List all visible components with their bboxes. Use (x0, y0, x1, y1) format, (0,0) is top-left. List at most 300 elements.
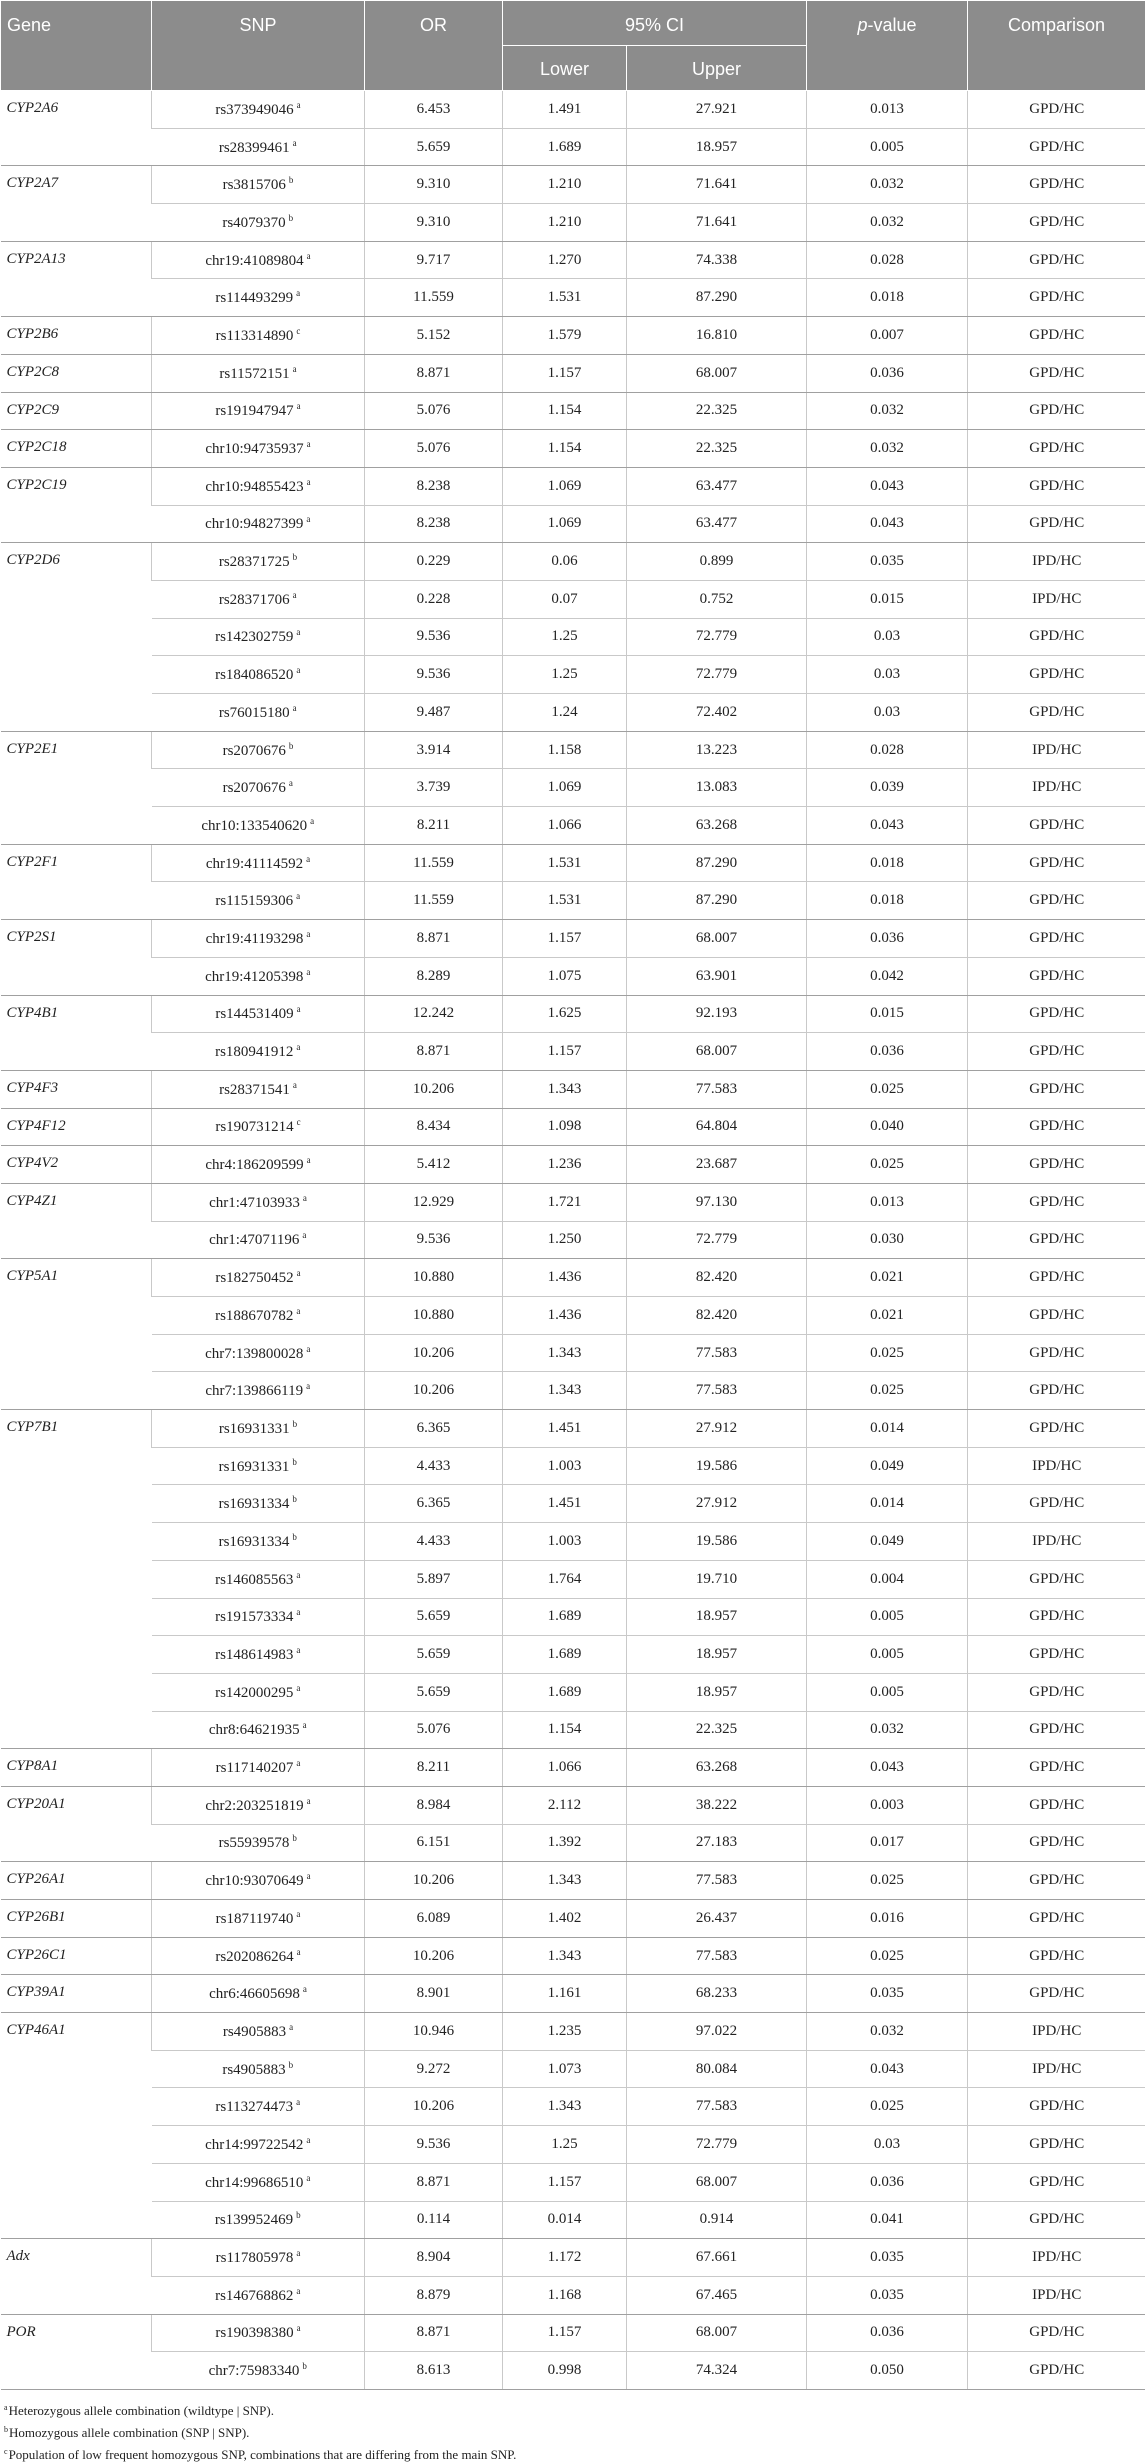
or-cell: 10.206 (365, 1334, 503, 1372)
table-row (1, 1334, 1145, 1372)
or-cell: 5.076 (365, 1711, 503, 1749)
snp-id: rs146768862 (215, 2288, 293, 2304)
comparison-cell: GPD/HC (968, 1221, 1145, 1259)
or-cell: 0.228 (365, 580, 503, 618)
footnote-marker: b (289, 2060, 294, 2070)
comparison-cell: GPD/HC (968, 2088, 1145, 2126)
snp-id: rs3815706 (223, 177, 286, 193)
snp-id: rs76015180 (219, 705, 290, 721)
comparison-cell: GPD/HC (968, 1636, 1145, 1674)
snp-id: rs191573334 (215, 1609, 293, 1625)
snp-cell (152, 1824, 365, 1862)
ci-upper-cell: 77.583 (627, 1070, 807, 1108)
table-row (1, 543, 1145, 581)
footnote-marker: a (293, 703, 297, 713)
comparison-cell: GPD/HC (968, 1108, 1145, 1146)
ci-upper-cell: 19.710 (627, 1560, 807, 1598)
footnote-marker: a (297, 100, 301, 110)
snp-cell (152, 2126, 365, 2164)
snp-cell (152, 204, 365, 242)
ci-lower-cell: 1.158 (503, 731, 627, 769)
ci-upper-cell: 18.957 (627, 1636, 807, 1674)
or-cell: 8.238 (365, 505, 503, 543)
comparison-cell: GPD/HC (968, 882, 1145, 920)
gene-cell: CYP4Z1 (1, 1183, 152, 1258)
snp-cell (152, 1636, 365, 1674)
ci-lower-cell: 1.069 (503, 467, 627, 505)
or-cell: 8.871 (365, 1033, 503, 1071)
snp-id: rs28371706 (219, 592, 290, 608)
gene-cell: CYP8A1 (1, 1749, 152, 1787)
footnote-marker: a (296, 665, 300, 675)
ci-lower-cell: 1.436 (503, 1297, 627, 1335)
ci-upper-cell: 77.583 (627, 1937, 807, 1975)
or-cell: 10.946 (365, 2013, 503, 2051)
footnote-marker: a (307, 1796, 311, 1806)
gene-cell: CYP2A7 (1, 166, 152, 241)
ci-lower-cell: 1.579 (503, 317, 627, 355)
table-row (1, 279, 1145, 317)
snp-cell (152, 2276, 365, 2314)
p-value-cell: 0.005 (807, 1598, 968, 1636)
ci-lower-cell: 1.154 (503, 1711, 627, 1749)
p-value-cell: 0.016 (807, 1900, 968, 1938)
snp-id: rs115159306 (215, 893, 293, 909)
ci-upper-cell: 97.130 (627, 1183, 807, 1221)
footnote-marker: a (307, 1155, 311, 1165)
p-value-cell: 0.03 (807, 656, 968, 694)
table-row (1, 1146, 1145, 1184)
ci-lower-cell: 1.451 (503, 1485, 627, 1523)
table-row (1, 241, 1145, 279)
or-cell: 8.984 (365, 1786, 503, 1824)
ci-upper-cell: 74.324 (627, 2352, 807, 2390)
p-value-cell: 0.005 (807, 128, 968, 166)
ci-upper-cell: 72.779 (627, 656, 807, 694)
p-value-cell: 0.014 (807, 1410, 968, 1448)
ci-lower-cell: 1.25 (503, 618, 627, 656)
footnote-marker: a (302, 1230, 306, 1240)
ci-lower-cell: 1.689 (503, 1636, 627, 1674)
or-cell: 8.871 (365, 920, 503, 958)
or-cell: 5.076 (365, 430, 503, 468)
snp-cell (152, 1183, 365, 1221)
footnote-marker: a (296, 1909, 300, 1919)
snp-cell (152, 1900, 365, 1938)
comparison-cell: GPD/HC (968, 430, 1145, 468)
footnote-marker: a (296, 1570, 300, 1580)
ci-upper-cell: 77.583 (627, 1334, 807, 1372)
ci-lower-cell: 1.491 (503, 91, 627, 129)
p-value-cell: 0.036 (807, 1033, 968, 1071)
gene-cell: CYP2C8 (1, 354, 152, 392)
ci-lower-cell: 1.168 (503, 2276, 627, 2314)
gene-cell: CYP2C9 (1, 392, 152, 430)
p-value-cell: 0.005 (807, 1636, 968, 1674)
snp-cell (152, 1711, 365, 1749)
snp-cell (152, 1560, 365, 1598)
comparison-cell: GPD/HC (968, 618, 1145, 656)
footnote-marker: a (296, 1306, 300, 1316)
snp-id: chr10:94827399 (205, 516, 303, 532)
snp-cell (152, 543, 365, 581)
table-row (1, 1033, 1145, 1071)
table-row (1, 1749, 1145, 1787)
or-cell: 8.238 (365, 467, 503, 505)
p-value-cell: 0.025 (807, 1862, 968, 1900)
ci-lower-cell: 1.24 (503, 694, 627, 732)
snp-cell (152, 354, 365, 392)
p-value-cell: 0.032 (807, 2013, 968, 2051)
or-cell: 10.206 (365, 1372, 503, 1410)
table-row (1, 392, 1145, 430)
footnote (4, 2442, 1145, 2464)
ci-upper-cell: 67.465 (627, 2276, 807, 2314)
snp-id: rs142302759 (215, 629, 293, 645)
or-cell: 8.879 (365, 2276, 503, 2314)
ci-upper-cell: 13.223 (627, 731, 807, 769)
snp-id: chr7:139800028 (205, 1346, 303, 1362)
ci-lower-cell: 0.07 (503, 580, 627, 618)
table-row (1, 166, 1145, 204)
snp-id: rs16931334 (219, 1534, 290, 1550)
or-cell: 10.206 (365, 1862, 503, 1900)
snp-id: rs28371725 (219, 554, 290, 570)
header-or: OR (365, 1, 503, 91)
comparison-cell: GPD/HC (968, 354, 1145, 392)
p-value-cell: 0.004 (807, 1560, 968, 1598)
snp-cell (152, 995, 365, 1033)
or-cell: 10.206 (365, 2088, 503, 2126)
snp-cell (152, 1221, 365, 1259)
footnote-marker: a (293, 138, 297, 148)
ci-lower-cell: 1.154 (503, 430, 627, 468)
footnote-marker: a (306, 1344, 310, 1354)
snp-cell (152, 2201, 365, 2239)
p-value-cell: 0.015 (807, 995, 968, 1033)
footnote-marker: a (306, 854, 310, 864)
p-value-cell: 0.050 (807, 2352, 968, 2390)
ci-upper-cell: 64.804 (627, 1108, 807, 1146)
p-value-cell: 0.030 (807, 1221, 968, 1259)
snp-id: chr10:133540620 (201, 818, 307, 834)
table-row (1, 769, 1145, 807)
snp-id: rs4905883 (222, 2062, 285, 2078)
comparison-cell: GPD/HC (968, 1334, 1145, 1372)
snp-cell (152, 957, 365, 995)
table-row (1, 1410, 1145, 1448)
snp-cell (152, 844, 365, 882)
snp-id: chr19:41193298 (206, 931, 304, 947)
p-value-cell: 0.018 (807, 279, 968, 317)
p-value-cell: 0.036 (807, 2163, 968, 2201)
ci-lower-cell: 1.073 (503, 2050, 627, 2088)
snp-id: chr14:99686510 (205, 2175, 303, 2191)
or-cell: 8.871 (365, 2163, 503, 2201)
ci-lower-cell: 2.112 (503, 1786, 627, 1824)
p-value-cell: 0.043 (807, 1749, 968, 1787)
ci-lower-cell: 0.014 (503, 2201, 627, 2239)
table-row (1, 882, 1145, 920)
ci-lower-cell: 1.236 (503, 1146, 627, 1184)
snp-id: rs28399461 (219, 140, 290, 156)
comparison-cell: GPD/HC (968, 844, 1145, 882)
table-row (1, 430, 1145, 468)
gene-cell: CYP4B1 (1, 995, 152, 1070)
p-value-cell: 0.013 (807, 1183, 968, 1221)
ci-upper-cell: 97.022 (627, 2013, 807, 2051)
ci-upper-cell: 19.586 (627, 1447, 807, 1485)
or-cell: 8.211 (365, 1749, 503, 1787)
ci-upper-cell: 18.957 (627, 1598, 807, 1636)
or-cell: 9.487 (365, 694, 503, 732)
comparison-cell: GPD/HC (968, 2314, 1145, 2352)
comparison-cell: IPD/HC (968, 543, 1145, 581)
table-row (1, 995, 1145, 1033)
or-cell: 5.076 (365, 392, 503, 430)
p-value-cell: 0.035 (807, 1975, 968, 2013)
p-value-cell: 0.032 (807, 392, 968, 430)
comparison-cell: GPD/HC (968, 1070, 1145, 1108)
table-header (1, 1, 1145, 91)
snp-cell (152, 1259, 365, 1297)
footnote (4, 2420, 1145, 2442)
footnote-marker: a (307, 251, 311, 261)
snp-id: chr7:139866119 (205, 1383, 303, 1399)
snp-cell (152, 505, 365, 543)
footnote-marker: b (289, 741, 294, 751)
comparison-cell: GPD/HC (968, 2201, 1145, 2239)
table-row (1, 354, 1145, 392)
ci-lower-cell: 1.343 (503, 1070, 627, 1108)
table-body (1, 91, 1145, 2390)
comparison-cell: GPD/HC (968, 1033, 1145, 1071)
snp-id: rs55939578 (219, 1835, 290, 1851)
snp-cell (152, 1749, 365, 1787)
ci-upper-cell: 16.810 (627, 317, 807, 355)
footnote-marker: a (306, 514, 310, 524)
or-cell: 5.412 (365, 1146, 503, 1184)
snp-id: rs182750452 (215, 1270, 293, 1286)
ci-upper-cell: 18.957 (627, 1673, 807, 1711)
or-cell: 5.659 (365, 1636, 503, 1674)
table-row (1, 807, 1145, 845)
or-cell: 9.536 (365, 1221, 503, 1259)
snp-cell (152, 1146, 365, 1184)
snp-cell (152, 1447, 365, 1485)
ci-lower-cell: 1.154 (503, 392, 627, 430)
table-row (1, 1485, 1145, 1523)
header-lower: Lower (503, 46, 627, 91)
table-row (1, 2126, 1145, 2164)
snp-cell (152, 1485, 365, 1523)
table-row (1, 1636, 1145, 1674)
footnote-marker: a (293, 364, 297, 374)
table-row (1, 1560, 1145, 1598)
p-value-cell: 0.025 (807, 1146, 968, 1184)
ci-lower-cell: 1.721 (503, 1183, 627, 1221)
p-value-cell: 0.043 (807, 2050, 968, 2088)
ci-lower-cell: 1.451 (503, 1410, 627, 1448)
ci-upper-cell: 27.912 (627, 1485, 807, 1523)
or-cell: 0.114 (365, 2201, 503, 2239)
comparison-cell: GPD/HC (968, 279, 1145, 317)
ci-lower-cell: 1.25 (503, 2126, 627, 2164)
snp-cell (152, 882, 365, 920)
snp-id: chr10:93070649 (205, 1873, 303, 1889)
ci-lower-cell: 1.003 (503, 1447, 627, 1485)
gene-cell: CYP26B1 (1, 1900, 152, 1938)
header-pvalue-rest: -value (867, 15, 916, 35)
footnote-marker: a (296, 2248, 300, 2258)
table-row (1, 1673, 1145, 1711)
snp-cell (152, 618, 365, 656)
ci-lower-cell: 1.402 (503, 1900, 627, 1938)
ci-upper-cell: 92.193 (627, 995, 807, 1033)
table-row (1, 1108, 1145, 1146)
snp-cell (152, 769, 365, 807)
footnote-marker: a (306, 967, 310, 977)
or-cell: 4.433 (365, 1447, 503, 1485)
p-value-cell: 0.025 (807, 1372, 968, 1410)
comparison-cell: GPD/HC (968, 1711, 1145, 1749)
footnote-text: Homozygous allele combination (SNP | SNP). (9, 2425, 249, 2440)
ci-upper-cell: 87.290 (627, 882, 807, 920)
ci-upper-cell: 74.338 (627, 241, 807, 279)
comparison-cell: GPD/HC (968, 1975, 1145, 2013)
p-value-cell: 0.049 (807, 1523, 968, 1561)
comparison-cell: GPD/HC (968, 1485, 1145, 1523)
table-row (1, 2163, 1145, 2201)
snp-cell (152, 91, 365, 129)
p-value-cell: 0.035 (807, 2276, 968, 2314)
comparison-cell: GPD/HC (968, 2126, 1145, 2164)
gene-cell: CYP2D6 (1, 543, 152, 731)
footnote-marker: b (292, 1532, 297, 1542)
snp-id: rs190398380 (215, 2325, 293, 2341)
ci-upper-cell: 71.641 (627, 204, 807, 242)
footnote-text: Population of low frequent homozygous SNP, combinations that are differing from the main SNP. (9, 2447, 517, 2462)
p-value-cell: 0.043 (807, 807, 968, 845)
ci-upper-cell: 13.083 (627, 769, 807, 807)
table-row (1, 2050, 1145, 2088)
p-value-cell: 0.036 (807, 920, 968, 958)
table-row (1, 2276, 1145, 2314)
or-cell: 5.659 (365, 128, 503, 166)
p-value-cell: 0.025 (807, 1070, 968, 1108)
comparison-cell: IPD/HC (968, 580, 1145, 618)
or-cell: 12.929 (365, 1183, 503, 1221)
ci-lower-cell: 1.25 (503, 656, 627, 694)
snp-id: chr10:94855423 (205, 479, 303, 495)
ci-upper-cell: 27.921 (627, 91, 807, 129)
snp-cell (152, 128, 365, 166)
ci-upper-cell: 68.233 (627, 1975, 807, 2013)
snp-id: chr14:99722542 (205, 2137, 303, 2153)
p-value-cell: 0.014 (807, 1485, 968, 1523)
ci-upper-cell: 71.641 (627, 166, 807, 204)
p-value-cell: 0.021 (807, 1297, 968, 1335)
p-value-cell: 0.017 (807, 1824, 968, 1862)
comparison-cell: GPD/HC (968, 317, 1145, 355)
ci-upper-cell: 18.957 (627, 128, 807, 166)
table-row (1, 1900, 1145, 1938)
ci-lower-cell: 1.235 (503, 2013, 627, 2051)
table-row (1, 731, 1145, 769)
snp-cell (152, 1523, 365, 1561)
snp-id: chr1:47103933 (209, 1195, 300, 1211)
snp-cell (152, 241, 365, 279)
p-value-cell: 0.028 (807, 241, 968, 279)
table-row (1, 844, 1145, 882)
ci-upper-cell: 82.420 (627, 1297, 807, 1335)
comparison-cell: GPD/HC (968, 505, 1145, 543)
snp-cell (152, 2050, 365, 2088)
footnote-marker: a (297, 2323, 301, 2333)
ci-lower-cell: 1.069 (503, 505, 627, 543)
footnote-marker: a (296, 1645, 300, 1655)
snp-id: rs202086264 (215, 1949, 293, 1965)
snp-id: rs146085563 (215, 1572, 293, 1588)
or-cell: 0.229 (365, 543, 503, 581)
ci-upper-cell: 23.687 (627, 1146, 807, 1184)
snp-cell (152, 2088, 365, 2126)
snp-id: chr6:46605698 (209, 1986, 300, 2002)
footnote-marker: a (306, 1381, 310, 1391)
snp-cell (152, 2239, 365, 2277)
comparison-cell: GPD/HC (968, 392, 1145, 430)
ci-lower-cell: 1.157 (503, 354, 627, 392)
comparison-cell: GPD/HC (968, 1786, 1145, 1824)
ci-lower-cell: 1.157 (503, 920, 627, 958)
snp-id: rs28371541 (219, 1082, 290, 1098)
p-value-cell: 0.049 (807, 1447, 968, 1485)
snp-id: rs11572151 (219, 366, 289, 382)
ci-upper-cell: 72.779 (627, 1221, 807, 1259)
footnote-marker: a (303, 1720, 307, 1730)
snp-cell (152, 1033, 365, 1071)
table-row (1, 1372, 1145, 1410)
ci-lower-cell: 1.270 (503, 241, 627, 279)
gene-cell: CYP4V2 (1, 1146, 152, 1184)
footnote-marker: a (296, 2286, 300, 2296)
footnote-marker: a (297, 1947, 301, 1957)
p-value-cell: 0.040 (807, 1108, 968, 1146)
comparison-cell: GPD/HC (968, 1410, 1145, 1448)
snp-cell (152, 392, 365, 430)
ci-lower-cell: 1.531 (503, 882, 627, 920)
footnote-marker: a (296, 2097, 300, 2107)
ci-upper-cell: 72.779 (627, 2126, 807, 2164)
ci-upper-cell: 68.007 (627, 2314, 807, 2352)
table-row (1, 1183, 1145, 1221)
snp-id: rs187119740 (216, 1911, 294, 1927)
ci-lower-cell: 1.343 (503, 1372, 627, 1410)
table-row (1, 2201, 1145, 2239)
comparison-cell: GPD/HC (968, 1824, 1145, 1862)
ci-upper-cell: 68.007 (627, 354, 807, 392)
or-cell: 6.365 (365, 1485, 503, 1523)
snp-cell (152, 1297, 365, 1335)
footnote-marker: a (297, 1268, 301, 1278)
ci-lower-cell: 1.069 (503, 769, 627, 807)
ci-lower-cell: 1.625 (503, 995, 627, 1033)
footnote-marker: a (296, 1042, 300, 1052)
header-upper: Upper (627, 46, 807, 91)
footnote-marker: a (310, 816, 314, 826)
ci-upper-cell: 27.183 (627, 1824, 807, 1862)
gene-cell: CYP39A1 (1, 1975, 152, 2013)
